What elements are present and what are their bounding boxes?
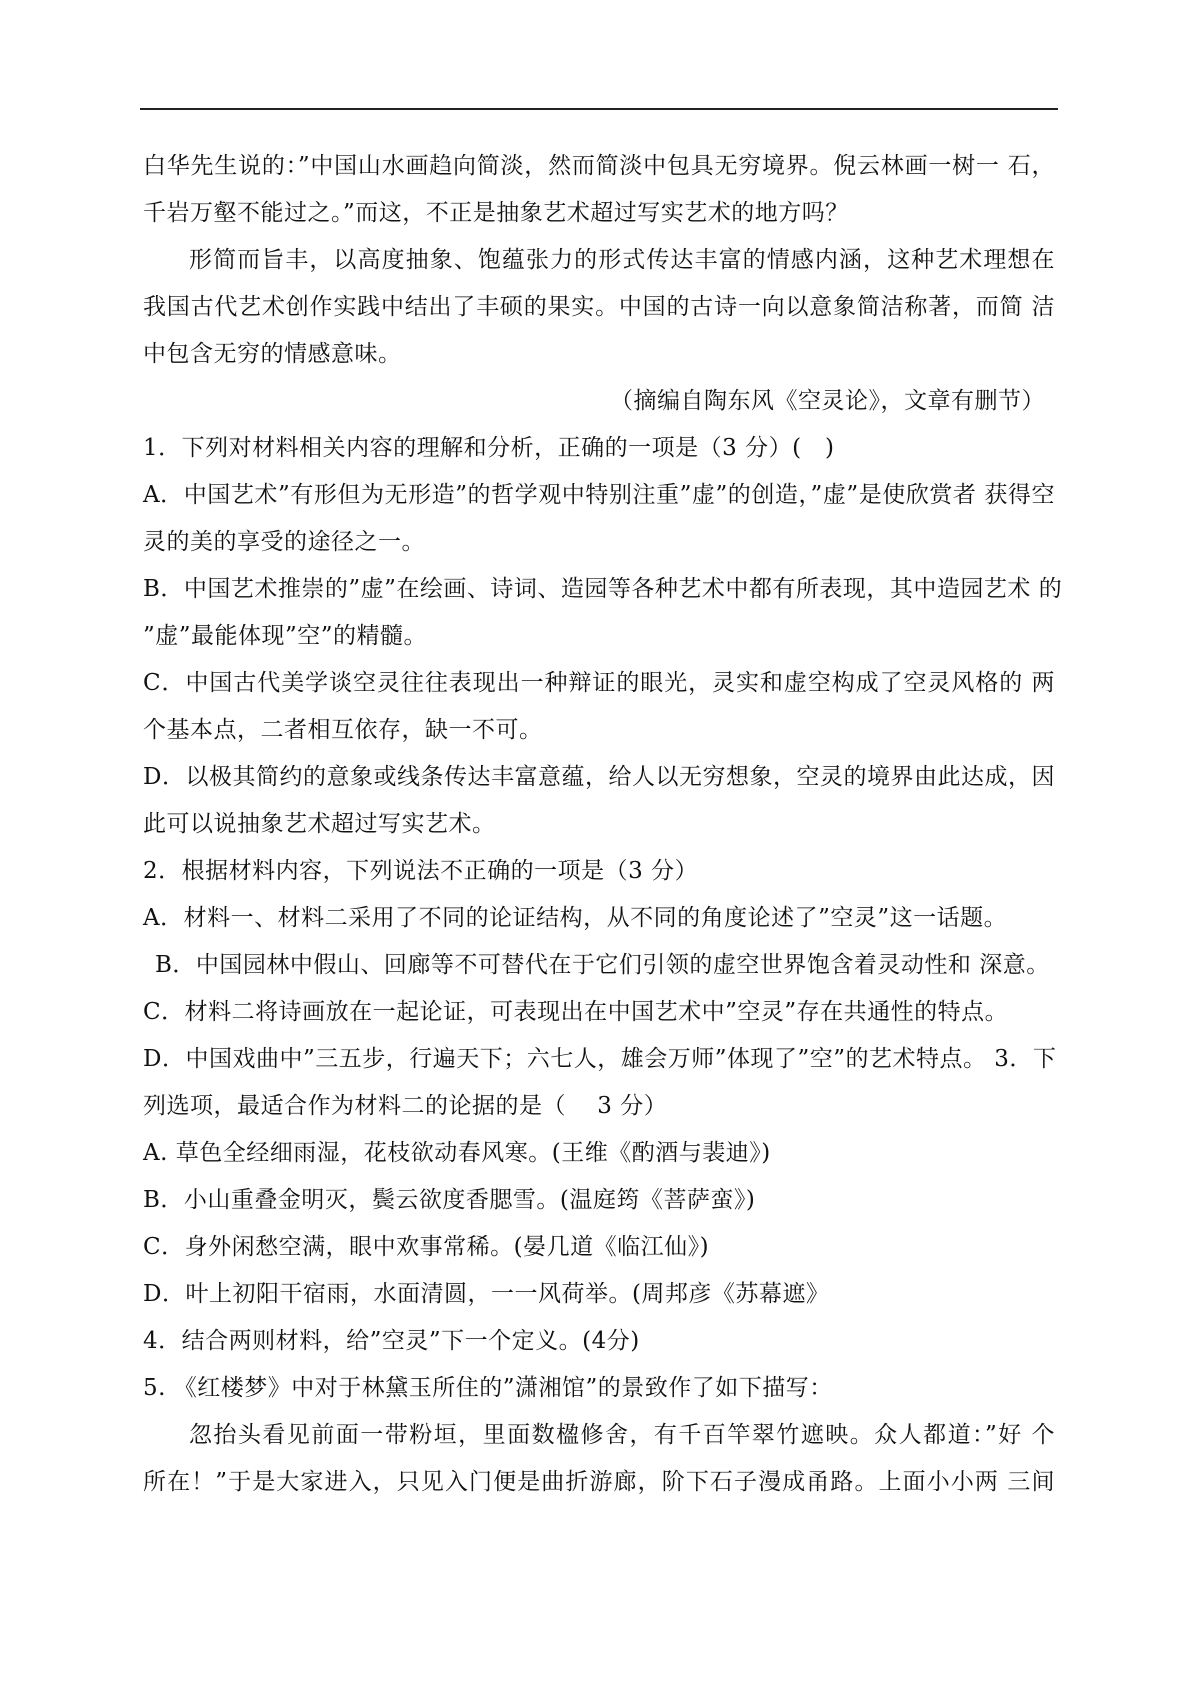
text-line: 我国古代艺术创作实践中结出了丰硕的果实。中国的古诗一向以意象简洁称著，而简 洁 [143, 294, 1055, 320]
option-3a: A. 草色全经细雨湿，花枝欲动春风寒。(王维《酌酒与裴迪》) [143, 1140, 771, 1166]
option-1b: B．中国艺术推崇的”虚”在绘画、诗词、造园等各种艺术中都有所表现，其中造园艺术 的 [143, 576, 1063, 602]
question-3-cont: 列选项，最适合作为材料二的论据的是（ 3 分） [143, 1093, 668, 1119]
option-3d: D．叶上初阳干宿雨，水面清圆，一一风荷举。(周邦彦《苏幕遮》 [143, 1281, 830, 1307]
question-5: 5. 《红楼梦》中对于林黛玉所住的”潇湘馆”的景致作了如下描写： [143, 1375, 833, 1401]
text-line: 千岩万壑不能过之。”而这，不正是抽象艺术超过写实艺术的地方吗？ [143, 200, 849, 226]
passage-first-line: 忽抬头看见前面一带粉垣，里面数楹修舍，有千百竿翠竹遮映。众人都道：”好 个 [189, 1422, 1055, 1448]
option-1d-cont: 此可以说抽象艺术超过写实艺术。 [143, 811, 496, 837]
question-1: 1．下列对材料相关内容的理解和分析，正确的一项是（3 分）( ) [143, 435, 835, 461]
option-1a: A．中国艺术”有形但为无形造”的哲学观中特别注重”虚”的创造，”虚”是使欣赏者 获得空 [143, 482, 1055, 508]
option-1a-cont: 灵的美的享受的途径之一。 [143, 529, 425, 555]
option-1d: D．以极其简约的意象或线条传达丰富意蕴，给人以无穷想象，空灵的境界由此达成，因 [143, 764, 1055, 790]
text-line: 所在！”于是大家进入，只见入门便是曲折游廊，阶下石子漫成甬路。上面小小两 三间 [143, 1469, 1055, 1495]
question-2: 2．根据材料内容，下列说法不正确的一项是（3 分） [143, 858, 699, 884]
document-body [143, 143, 1063, 1506]
option-2c: C．材料二将诗画放在一起论证，可表现出在中国艺术中”空灵”存在共通性的特点。 [143, 999, 1009, 1025]
option-2a: A．材料一、材料二采用了不同的论证结构，从不同的角度论述了”空灵”这一话题。 [143, 905, 1008, 931]
option-3c: C．身外闲愁空满，眼中欢事常稀。(晏几道《临江仙》) [143, 1234, 710, 1260]
option-3b: B．小山重叠金明灭，鬓云欲度香腮雪。(温庭筠《菩萨蛮》) [143, 1187, 756, 1213]
option-2d: D．中国戏曲中”三五步，行遍天下；六七人，雄会万师”体现了”空”的艺术特点。 3．下 [143, 1046, 1057, 1072]
paragraph-first-line: 形简而旨丰，以高度抽象、饱蕴张力的形式传达丰富的情感内涵，这种艺术理想在 [189, 247, 1055, 273]
header-rule [140, 108, 1058, 110]
option-1c-cont: 个基本点，二者相互依存，缺一不可。 [143, 717, 543, 743]
option-1c: C．中国古代美学谈空灵往往表现出一种辩证的眼光，灵实和虚空构成了空灵风格的 两 [143, 670, 1055, 696]
option-2b: B．中国园林中假山、回廊等不可替代在于它们引领的虚空世界饱含着灵动性和 深意。 [155, 952, 1050, 978]
option-1b-cont: ”虚”最能体现”空”的精髓。 [143, 623, 428, 649]
text-line: 中包含无穷的情感意味。 [143, 341, 402, 367]
question-4: 4．结合两则材料，给”空灵”下一个定义。(4分) [143, 1328, 640, 1354]
text-line: 白华先生说的：”中国山水画趋向简淡，然而简淡中包具无穷境界。倪云林画一树一 石， [143, 153, 1055, 179]
source-citation: （摘编自陶东风《空灵论》，文章有删节） [610, 388, 1045, 414]
